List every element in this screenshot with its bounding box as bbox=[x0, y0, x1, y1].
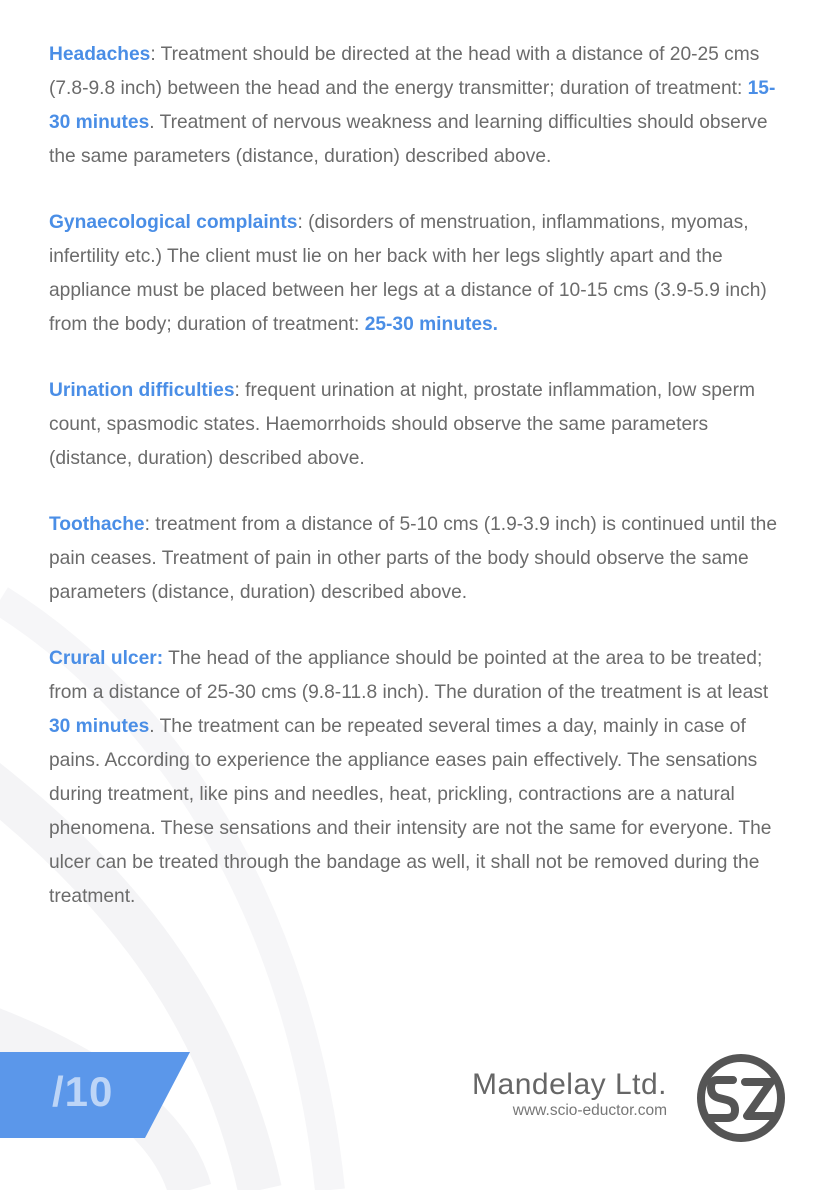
company-name: Mandelay Ltd. bbox=[472, 1068, 667, 1101]
highlight-duration: 30 minutes bbox=[49, 716, 150, 737]
company-website: www.scio-eductor.com bbox=[512, 1102, 667, 1119]
paragraph-toothache bbox=[49, 508, 791, 610]
document-body bbox=[49, 38, 791, 946]
highlight-duration: 15- 30 minutes bbox=[49, 78, 776, 133]
heading-gynaecological: Gynaecological complaints bbox=[49, 212, 298, 233]
paragraph-text: : treatment from a distance of 5-10 cms (1.9-3.9 inch) is continued until the pain ceases. Treatment of pain in other parts of the body should observe the same parameters (distance, duration) described above. bbox=[49, 514, 778, 603]
company-branding bbox=[472, 1068, 667, 1120]
company-logo-icon bbox=[695, 1052, 787, 1144]
heading-headaches: Headaches bbox=[49, 44, 151, 65]
highlight-duration: 25-30 minutes. bbox=[364, 314, 499, 335]
heading-crural-ulcer: Crural ulcer: bbox=[49, 648, 164, 669]
paragraph-crural-ulcer bbox=[49, 642, 791, 914]
paragraph-text: The head of the appliance should be pointed at the area to be treated; from a distance of 25-30 cms (9.8-11.8 inch). The duration of the treatment is at least bbox=[49, 648, 769, 703]
paragraph-text: : Treatment should be directed at the head with a distance of 20-25 cms (7.8-9.8 inch) between the head and the energy transmitter; duration of treatment: bbox=[49, 44, 760, 99]
paragraph-text: : (disorders of menstruation, inflammations, myomas, infertility etc.) The client must lie on her back with her legs slightly apart and the appliance must be placed between her legs at a distance of 10-15 cms (3.9-5.9 inch) from the body; duration of treatment: bbox=[49, 212, 767, 335]
heading-toothache: Toothache bbox=[49, 514, 145, 535]
paragraph-text: . Treatment of nervous weakness and learning difficulties should observe the same parameters (distance, duration) described above. bbox=[49, 112, 768, 167]
paragraph-headaches bbox=[49, 38, 791, 174]
paragraph-gynaecological bbox=[49, 206, 791, 342]
paragraph-text: : frequent urination at night, prostate inflammation, low sperm count, spasmodic states. Haemorrhoids should observe the same parameters (distance, duration) described above. bbox=[49, 380, 755, 469]
paragraph-text: . The treatment can be repeated several times a day, mainly in case of pains. According to experience the appliance eases pain effectively. The sensations during treatment, like pins and needles, heat, prickling, contractions are a natural phenomena. These sensations and their intensity are not the same for everyone. The ulcer can be treated through the bandage as well, it shall not be removed during the treatment. bbox=[49, 716, 772, 907]
heading-urination: Urination difficulties bbox=[49, 380, 235, 401]
page-number: /10 bbox=[52, 1068, 114, 1115]
paragraph-urination bbox=[49, 374, 791, 476]
